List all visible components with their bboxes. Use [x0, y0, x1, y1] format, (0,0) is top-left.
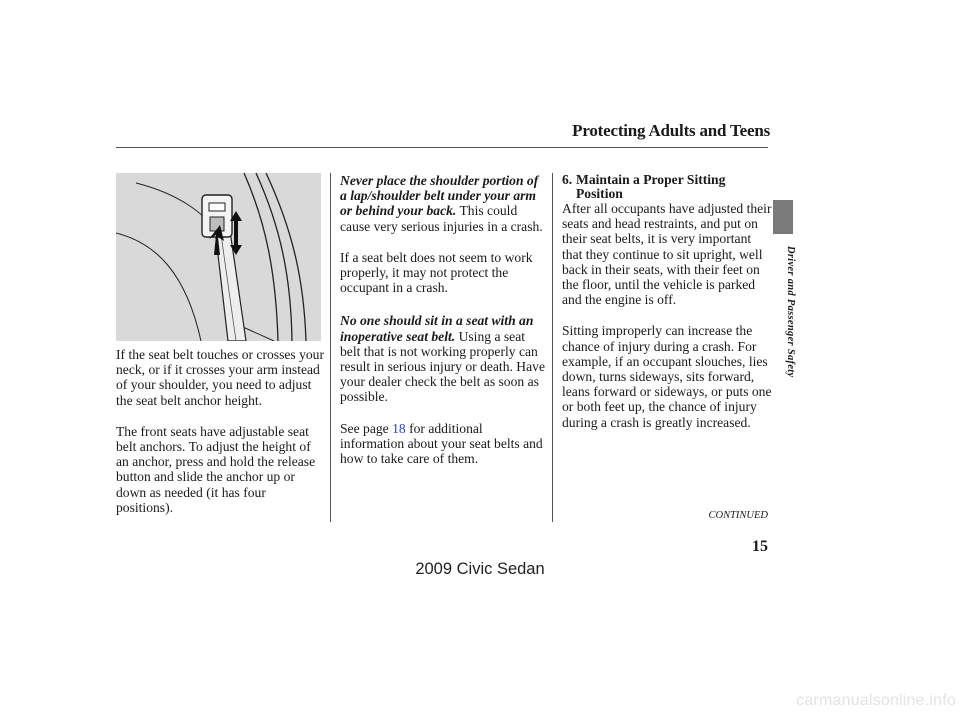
section-heading-line2: Position	[576, 186, 623, 201]
see-page-suffix: for additional information about your seat belts and how to take care of them.	[340, 420, 543, 467]
section-tab-marker	[773, 200, 793, 234]
warning-inoperative-belt-text: Using a seat belt that is not working properly can result in serious injury or death. Have your dealer check the belt as soon as possible.	[340, 328, 545, 405]
seat-belt-anchor-drawing	[116, 173, 321, 341]
sitting-improperly-paragraph: Sitting improperly can increase the chance of injury during a crash. For example, if an occupant slouches, lies down, turns sideways, sits forward, leans forward or sideways, or puts one or both feet up, the chance of injury during a crash is greatly increased.	[562, 323, 772, 430]
header-rule	[116, 147, 768, 148]
warning-shoulder-belt-text: This could cause very serious injuries in a crash.	[340, 203, 543, 234]
section-heading	[562, 173, 772, 201]
warning-shoulder-belt-bold: Never place the shoulder portion of a lap/shoulder belt under your arm or behind your back.	[340, 173, 539, 219]
page-title: Protecting Adults and Teens	[572, 121, 770, 140]
section-tab-label: Driver and Passenger Safety	[785, 246, 796, 378]
column-divider-1	[330, 173, 331, 522]
warning-inoperative-belt-bold: No one should sit in a seat with an inoperative seat belt.	[340, 313, 534, 344]
column-divider-2	[552, 173, 553, 522]
adjustable-anchor-paragraph: The front seats have adjustable seat belt anchors. To adjust the height of an anchor, press and hold the release button and slide the anchor up or down as needed (it has four positions).	[116, 423, 316, 515]
see-page-prefix: See page	[340, 420, 389, 436]
left-column	[116, 347, 326, 531]
right-column-body	[562, 201, 772, 430]
anchor-touch-paragraph: If the seat belt touches or crosses your neck, or if it crosses your arm instead of your shoulder, you need to adjust the seat belt anchor height.	[116, 347, 324, 408]
warning-shoulder-belt	[340, 173, 548, 234]
see-page-paragraph	[340, 421, 548, 467]
watermark: carmanualsonline.info	[796, 692, 956, 709]
section-heading-line1: Maintain a Proper Sitting	[576, 172, 726, 187]
continued-label: CONTINUED	[708, 510, 768, 521]
seat-belt-anchor-illustration	[116, 173, 321, 341]
right-column	[562, 173, 772, 446]
page-18-link[interactable]: 18	[392, 420, 406, 436]
warning-inoperative-belt	[340, 313, 548, 404]
footer-model: 2009 Civic Sedan	[415, 560, 545, 578]
belt-not-working-paragraph: If a seat belt does not seem to work properly, it may not protect the occupant in a crash.	[340, 249, 533, 296]
sit-upright-paragraph: After all occupants have adjusted their seats and head restraints, and put on their seat belts, it is very important that they continue to sit upright, well back in their seats, with their feet on the floor, until the vehicle is parked and the engine is off.	[562, 201, 772, 308]
section-heading-number: 6.	[562, 172, 573, 187]
page-number: 15	[752, 538, 768, 555]
middle-column	[340, 173, 548, 482]
